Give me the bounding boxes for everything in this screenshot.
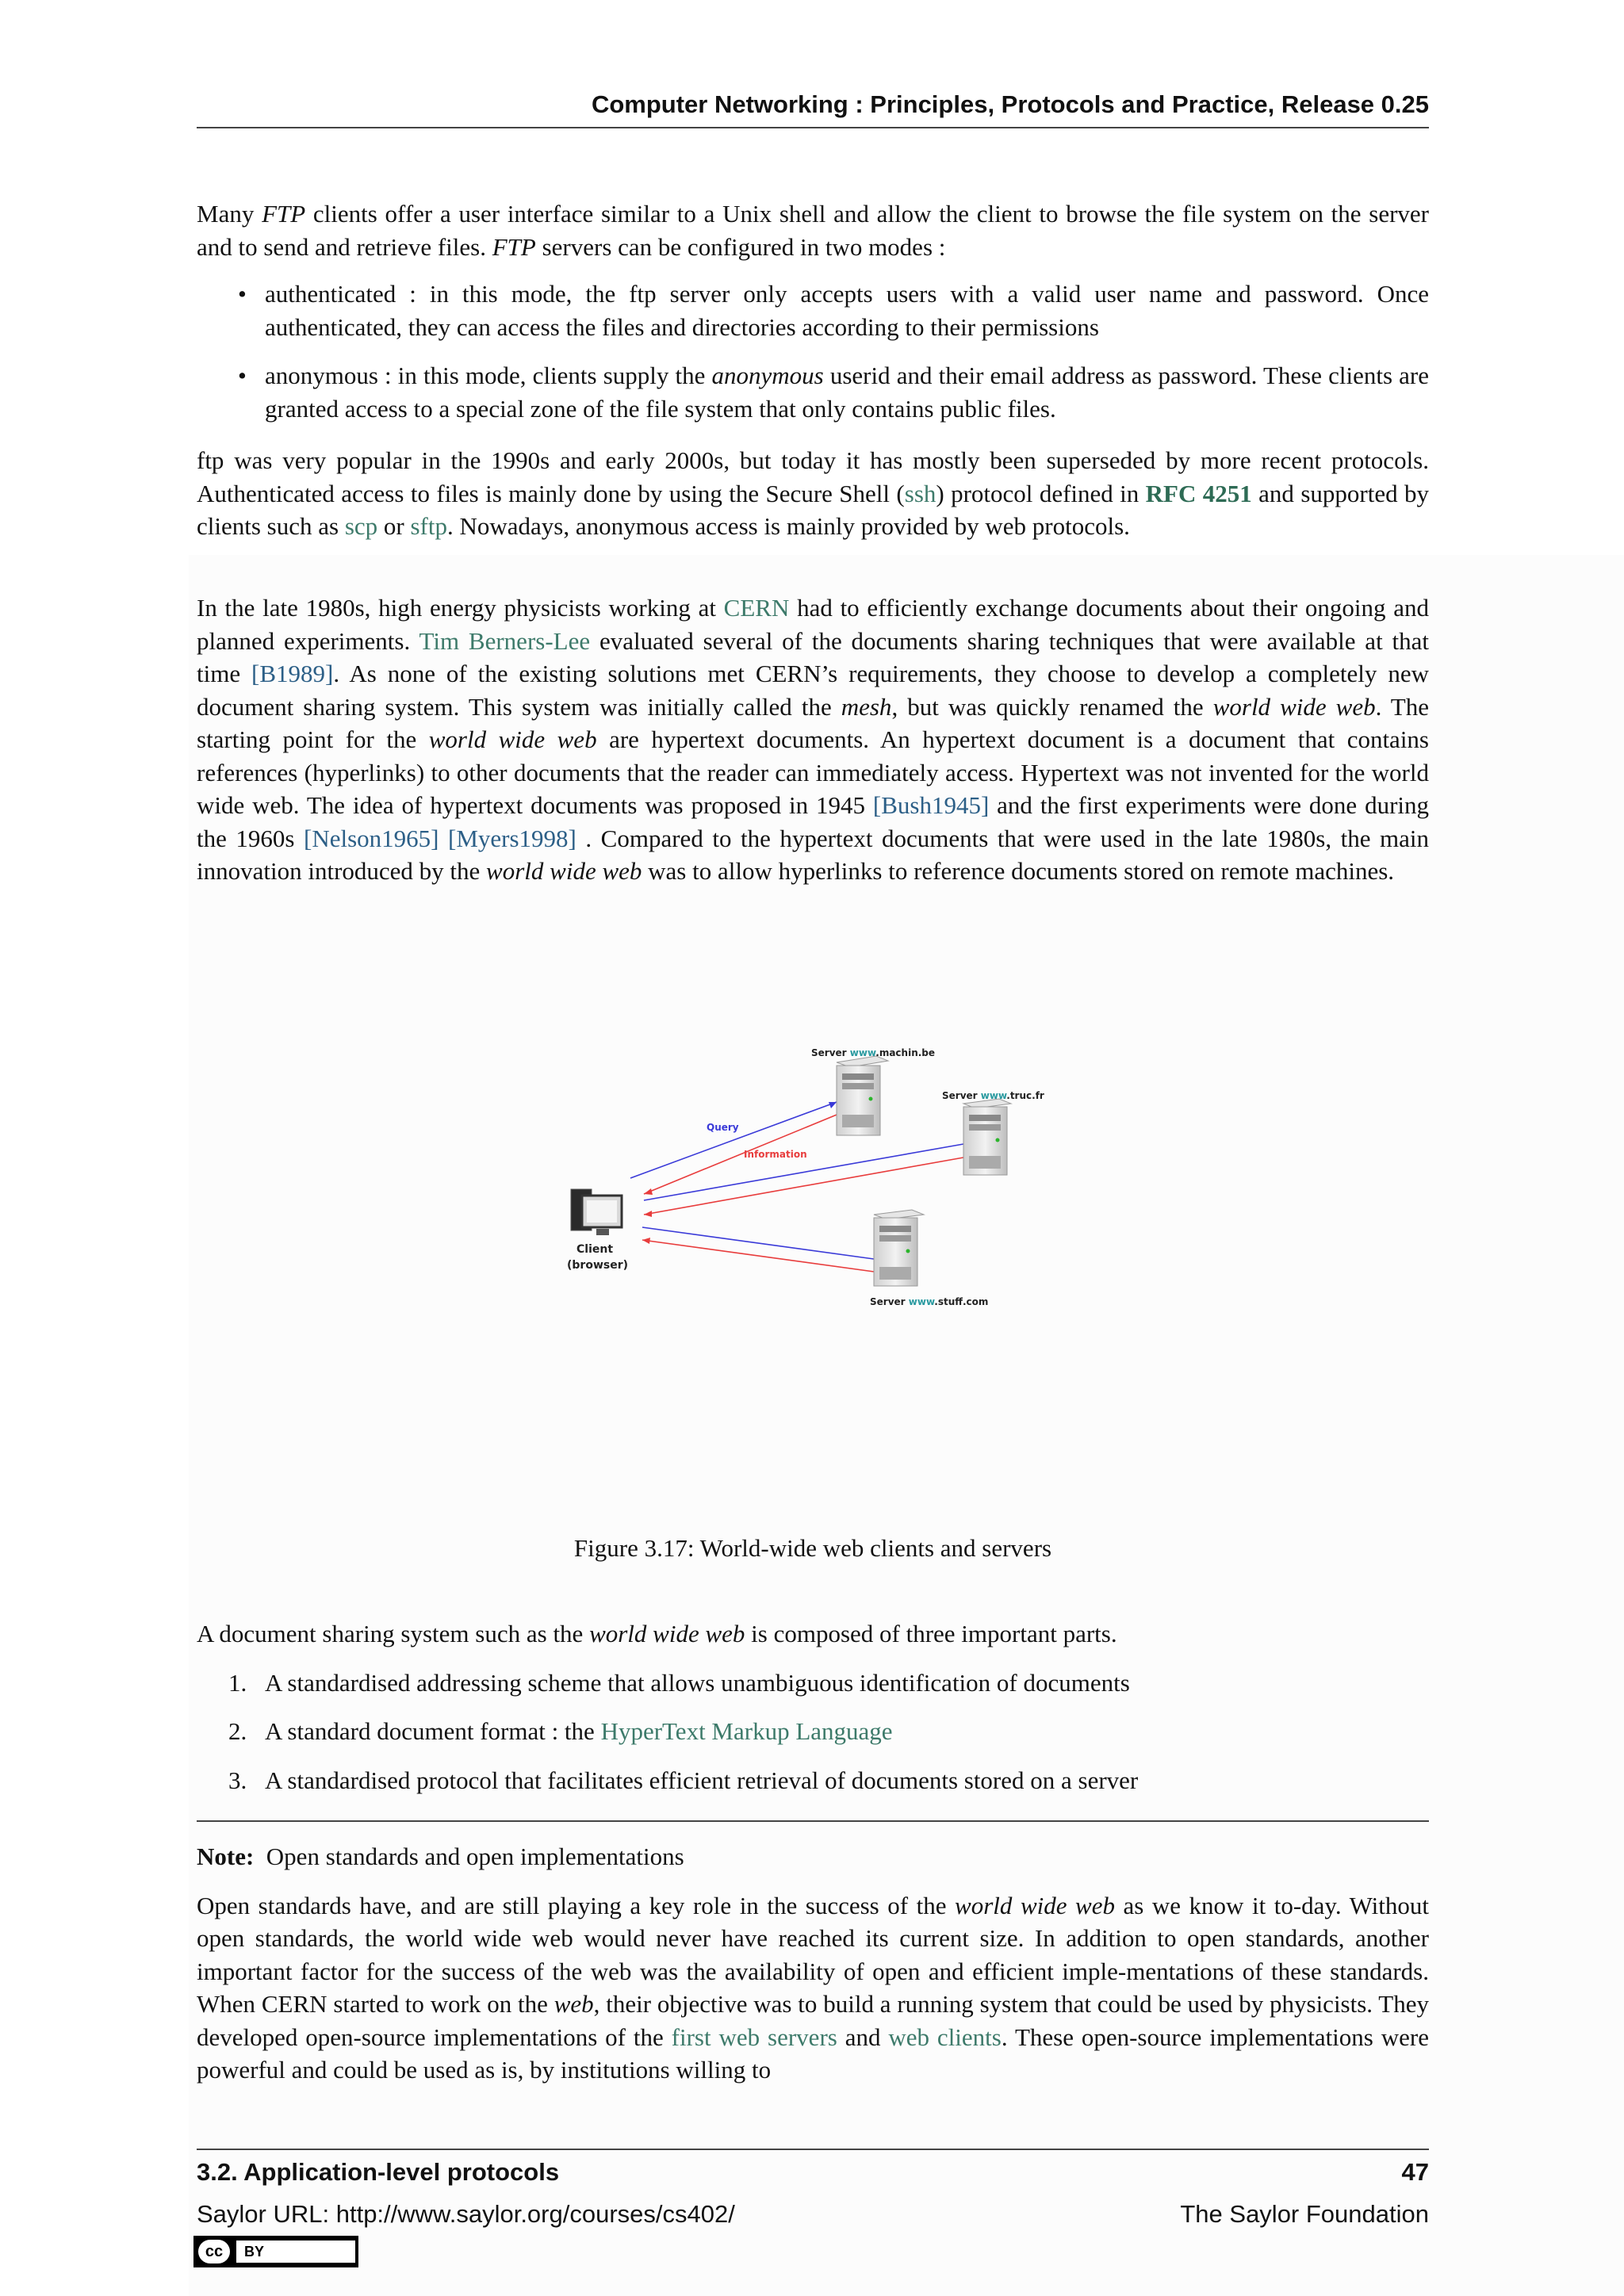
- page-number: 47: [1401, 2158, 1429, 2186]
- list-item: 2. A standard document format : the HyperText Markup Language: [228, 1717, 893, 1745]
- arrowhead: [829, 1102, 837, 1108]
- information-arrow-server1: [644, 1113, 841, 1194]
- cc-icon: cc: [198, 2240, 230, 2263]
- ssh-link[interactable]: ssh: [904, 479, 936, 507]
- saylor-url: Saylor URL: http://www.saylor.org/courses/cs402/: [197, 2200, 735, 2228]
- intro-block: [197, 197, 1429, 425]
- page-footer: [197, 2158, 1429, 2187]
- server-machin-label: Server www.machin.be: [811, 1047, 936, 1058]
- server-stuff-label: Server www.stuff.com: [870, 1296, 989, 1307]
- saylor-footer: [197, 2200, 1429, 2229]
- list-item: 3. A standardised protocol that facilitates efficient retrieval of documents stored on a server: [228, 1766, 1139, 1794]
- www-history-paragraph: In the late 1980s, high energy physicists working at CERN had to efficiently exchange documents about their ongoing and planned experiments. Tim Berners-Lee evaluated several of the documents sharing techniques that were available at that time [B1989]. As none of the existing solutions met CERN’s requirements, they choose to develop a completely new document sharing system. This system was initially called the mesh, but was quickly renamed the world wide web. The starting point for the world wide web are hypertext documents. An hypertext document is a document that contains references (hyperlinks) to other documents that the reader can immediately access. Hypertext was not invented for the world wide web. The idea of hypertext documents was proposed in 1945 [Bush1945] and the first experiments were done during the 1960s [Nelson1965] [Myers1998] . Compared to the hypertext documents that were used in the late 1980s, the main innovation introduced by the world wide web was to allow hyperlinks to reference documents stored on remote machines.: [197, 594, 1430, 885]
- note-paragraph: Open standards have, and are still playing a key role in the success of the world wide web as we know it to-day. Without open standards, the world wide web would never have reached its current size. In addition to open standards, another important factor for the success of the web was the availability of open and efficient imple-mentations of these standards. When CERN started to work on the web, their objective was to build a running system that could be used by physicists. They developed open-source implementations of the first web servers and web clients. These open-source implementations were powerful and could be used as is, by institutions willing to: [197, 1891, 1430, 2084]
- ftp-modes-list: [197, 277, 1429, 425]
- note-block: [197, 1840, 1429, 2087]
- figure-caption: Figure 3.17: World-wide web clients and servers: [573, 1534, 1052, 1562]
- query-arrow-server3: [642, 1227, 874, 1259]
- footer-rule: [197, 2149, 1429, 2150]
- list-item: • anonymous : in this mode, clients supply the anonymous userid and their email address as password. These clients are granted access to a special zone of the file system that only contains public files.: [197, 359, 1429, 425]
- server-machin-icon: [837, 1056, 888, 1135]
- list-item: 1. A standardised addressing scheme that allows unambiguous identification of documents: [228, 1668, 1130, 1697]
- running-header: Computer Networking : Principles, Protocols and Practice, Release 0.25: [591, 90, 1429, 118]
- information-arrow-server3: [642, 1240, 874, 1272]
- rfc-4251-link[interactable]: RFC 4251: [1145, 479, 1252, 507]
- by-label: BY: [236, 2241, 355, 2263]
- document-sharing-paragraph: A document sharing system such as the world wide web is composed of three important parts.: [197, 1620, 1117, 1647]
- arrowhead: [644, 1188, 653, 1195]
- information-label: Information: [744, 1149, 807, 1160]
- header-rule: [197, 127, 1429, 128]
- footer-section: 3.2. Application-level protocols: [197, 2158, 560, 2186]
- ftp-intro-paragraph: Many FTP clients offer a user interface similar to a Unix shell and allow the client to browse the file system on the server and to send and retrieve files. FTP servers can be configured in two modes :: [197, 200, 1430, 261]
- cern-link[interactable]: CERN: [723, 594, 790, 622]
- client-computer-icon: [571, 1189, 622, 1235]
- server-truc-icon: [963, 1099, 1011, 1175]
- server-truc-label: Server www.truc.fr: [942, 1090, 1044, 1101]
- ftp-history-paragraph: ftp was very popular in the 1990s and early 2000s, but today it has mostly been superseded by more recent protocols. Authenticated access to files is mainly done by using the Secure Shell (ssh) protocol defined in RFC 4251 and supported by clients such as scp or sftp. Nowadays, anonymous access is mainly provided by web protocols.: [197, 446, 1429, 540]
- www-clients-servers-figure: [555, 1039, 1071, 1340]
- sftp-link[interactable]: sftp: [410, 512, 447, 540]
- citation-nelson1965[interactable]: [Nelson1965]: [304, 824, 439, 852]
- citation-bush1945[interactable]: [Bush1945]: [872, 791, 990, 819]
- note-rule: [197, 1820, 1429, 1822]
- citation-b1989[interactable]: [B1989]: [251, 660, 334, 687]
- browser-label: (browser): [567, 1259, 629, 1272]
- list-item: • authenticated : in this mode, the ftp server only accepts users with a valid user name and password. Once authenticated, they can access the files and directories according to their permissions: [197, 277, 1429, 343]
- first-web-servers-link[interactable]: first web servers: [671, 2022, 837, 2051]
- html-link[interactable]: HyperText Markup Language: [600, 1717, 893, 1745]
- note-heading: Note: Open standards and open implementations: [197, 1843, 684, 1870]
- tim-berners-lee-link[interactable]: Tim Berners-Lee: [419, 626, 591, 655]
- web-clients-link[interactable]: web clients: [888, 2022, 1002, 2051]
- document-sharing-block: [197, 1617, 1429, 1797]
- cc-by-license-badge[interactable]: [193, 2236, 358, 2267]
- query-label: Query: [707, 1122, 739, 1133]
- scp-link[interactable]: scp: [344, 512, 378, 540]
- citation-myers1998[interactable]: [Myers1998]: [448, 824, 576, 852]
- query-arrow-server1: [630, 1102, 837, 1178]
- client-label: Client: [576, 1243, 614, 1256]
- saylor-foundation: The Saylor Foundation: [1180, 2200, 1429, 2228]
- important-parts-list: [197, 1667, 1429, 1797]
- server-stuff-icon: [874, 1210, 924, 1286]
- information-arrow-server2: [644, 1158, 963, 1215]
